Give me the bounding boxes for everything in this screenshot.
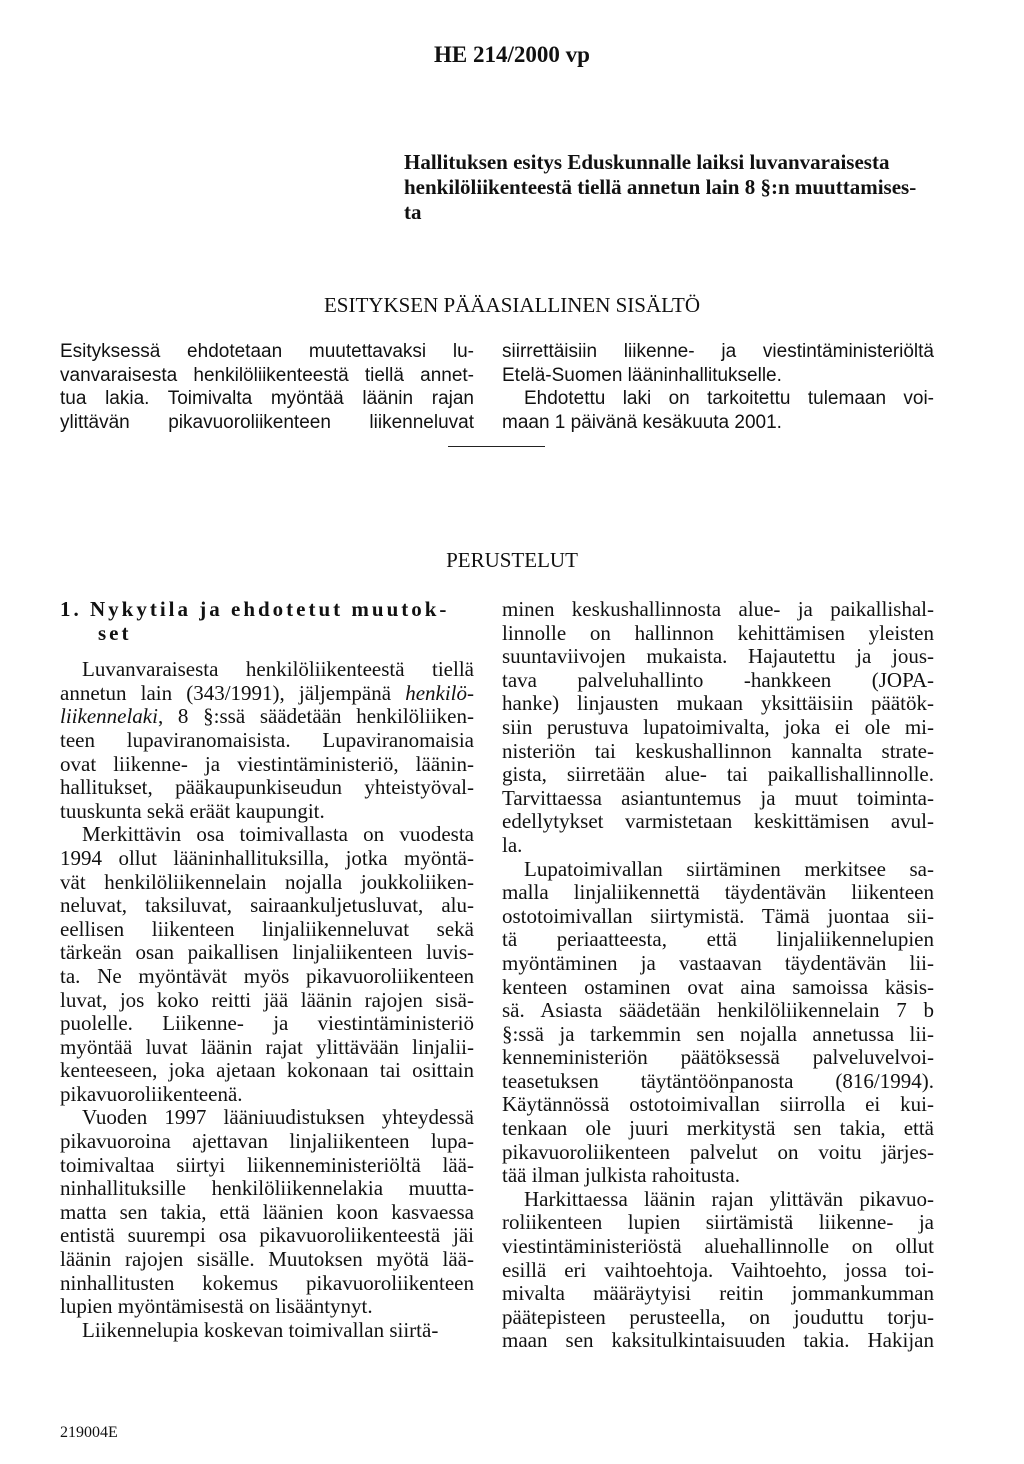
body-line: teen lupaviranomaisista. Lupaviranomaisia	[60, 727, 474, 752]
body-line: ovat liikenne- ja viestintäministeriö, läänin-	[60, 751, 474, 776]
body-line: pikavuoroliikenteenä.	[60, 1081, 243, 1106]
body-line: mivalta määräytyisi reitin jommankumman	[502, 1281, 934, 1306]
body-line: Tarvittaessa asiantuntemus ja muut toiminta-	[502, 785, 934, 810]
body-line: pikavuoroina ajettavan linjaliikenteen lupa-	[60, 1129, 474, 1154]
section-heading-line: set	[98, 620, 132, 645]
body-line: tärkeän osan paikallisen linjaliikenteen luvis-	[60, 940, 474, 965]
title-line: henkilöliikenteestä tiellä annetun lain 8 §:n muuttamises-	[404, 175, 917, 199]
summary-line: siirrettäisiin liikenne- ja viestintäministeriöltä	[502, 341, 934, 362]
footer-code: 219004E	[60, 1424, 118, 1441]
body-line: 1994 ollut lääninhallituksilla, jotka myöntä-	[60, 845, 474, 870]
body-line: liikennelaki, 8 §:ssä säädetään henkilöliiken-	[60, 704, 474, 729]
body-text	[502, 598, 934, 1353]
summary-line: Esityksessä ehdotetaan muutettavaksi lu-	[60, 341, 474, 362]
body-line: suuntaviivojen mukaista. Hajautettu ja jous-	[502, 644, 934, 669]
body-line: §:ssä ja tarkemmin sen nojalla annetussa lii-	[502, 1021, 934, 1046]
body-line: kenteen ostaminen ovat aina samoissa käsis-	[502, 974, 934, 999]
document-title	[404, 150, 944, 225]
body-line: annetun lain (343/1991), jäljempänä henkilö-	[60, 680, 474, 705]
body-line: gista, siirretään alue- tai paikallishallinnolle.	[502, 762, 934, 787]
body-right-column	[502, 598, 934, 1353]
body-line: hallitukset, pääkaupunkiseudun yhteistyöval-	[60, 775, 474, 800]
body-line: myöntäminen ja vastaavan täydentävän lii-	[502, 950, 934, 975]
body-line: pikavuoroliikenteen palvelut on voitu järjes-	[502, 1139, 934, 1164]
body-line: eellisen liikenteen linjaliikenneluvat sekä	[60, 916, 474, 941]
summary-line: maan 1 päivänä kesäkuuta 2001.	[502, 411, 782, 433]
section-divider	[448, 446, 545, 447]
body-line: ninhallituksille henkilöliikennelakia muutta-	[60, 1176, 474, 1201]
summary-line: Ehdotettu laki on tarkoitettu tulemaan voi-	[524, 388, 934, 410]
body-line: luvat, jos koko reitti jää läänin rajojen sisä-	[60, 987, 474, 1012]
body-line: malla linjaliikennettä täydentävän liikenteen	[502, 880, 934, 905]
body-line: minen keskushallinnosta alue- ja paikallishal-	[502, 597, 934, 621]
body-line: roliikenteen lupien siirtämistä liikenne- ja	[502, 1210, 934, 1235]
perustelut-heading: PERUSTELUT	[446, 548, 578, 572]
body-line: Merkittävin osa toimivallasta on vuodesta	[82, 822, 474, 847]
body-line: entistä suurempi osa pikavuoroliikenteestä jäi	[60, 1223, 474, 1248]
body-text	[60, 658, 474, 1342]
section-heading-line: 1. Nykytila ja ehdotetut muutok-	[60, 597, 450, 621]
body-line: kenteeseen, joka ajetaan kokonaan tai osittain	[60, 1058, 474, 1083]
body-line: Luvanvaraisesta henkilöliikenteestä tiellä	[82, 657, 474, 682]
summary-line: vanvaraisesta henkilöliikenteestä tiellä annet-	[60, 364, 474, 386]
body-line: teasetuksen täytäntöönpanosta (816/1994).	[502, 1068, 934, 1093]
body-line: nisteriön tai keskushallinnon kannalta strate-	[502, 738, 934, 763]
body-line: matta sen takia, että läänien koon kasvaessa	[60, 1199, 474, 1224]
body-line: kenneministeriön päätöksessä palveluvelvoi-	[502, 1045, 934, 1070]
body-line: Vuoden 1997 lääniuudistuksen yhteydessä	[82, 1105, 474, 1130]
body-line: tenkaan ole juuri merkitystä sen takia, että	[502, 1116, 934, 1141]
body-line: viestintäministeriöstä aluehallinnolle on ollut	[502, 1234, 934, 1259]
body-line: päätepisteen perusteella, on jouduttu torju-	[502, 1304, 934, 1329]
body-line: ta. Ne myöntävät myös pikavuoroliikenteen	[60, 963, 474, 988]
body-line: vät henkilöliikennelain nojalla joukkoliiken-	[60, 869, 474, 894]
body-line: esillä eri vaihtoehtoja. Vaihtoehto, jossa toi-	[502, 1257, 934, 1282]
body-line: Harkittaessa läänin rajan ylittävän pikavuo-	[524, 1186, 934, 1211]
body-line: Liikennelupia koskevan toimivallan siirtä-	[82, 1317, 439, 1342]
summary-heading: ESITYKSEN PÄÄASIALLINEN SISÄLTÖ	[323, 293, 701, 317]
title-line: ta	[404, 200, 422, 224]
body-line: hanke) linjausten mukaan yksittäisiin päätök-	[502, 691, 934, 716]
summary-right-column	[502, 340, 934, 434]
body-line: Lupatoimivallan siirtäminen merkitsee sa-	[524, 856, 934, 881]
body-line: lupien myöntämisestä on lisääntynyt.	[60, 1294, 373, 1319]
body-line: tää ilman julkista rahoitusta.	[502, 1163, 740, 1188]
body-left-column	[60, 598, 474, 1342]
body-line: linnolle on hallinnon kehittämisen yleisten	[502, 620, 934, 645]
body-line: siin perustuva lupatoimivalta, joka ei ole mi-	[502, 714, 934, 739]
body-line: edellytykset varmistetaan keskittämisen avul-	[502, 809, 934, 834]
summary-line: ylittävän pikavuoroliikenteen liikenneluvat	[60, 411, 474, 433]
body-line: tava palveluhallinto -hankkeen (JOPA-	[502, 667, 934, 692]
body-line: maan sen kaksitulkintaisuuden takia. Hakijan	[502, 1328, 934, 1353]
body-line: läänin rajojen sisälle. Muutoksen myötä lää-	[60, 1247, 474, 1272]
body-line: ostotoimivallan siirtymistä. Tämä juontaa sii-	[502, 903, 934, 928]
body-line: myöntää luvat läänin rajat ylittävään linjalii-	[60, 1034, 474, 1059]
body-line: toimivaltaa siirtyi liikenneministeriöltä lää-	[60, 1152, 474, 1177]
section-heading	[60, 598, 474, 645]
summary-line: Etelä-Suomen lääninhallitukselle.	[502, 364, 782, 386]
body-line: la.	[502, 832, 523, 857]
body-line: sä. Asiasta säädetään henkilöliikennelain 7 b	[502, 998, 934, 1023]
summary-left-column	[60, 340, 474, 434]
document-number: HE 214/2000 vp	[434, 42, 590, 67]
body-line: tuuskunta sekä eräät kaupungit.	[60, 798, 325, 823]
body-line: puolelle. Liikenne- ja viestintäministeriö	[60, 1011, 474, 1036]
summary-line: tua lakia. Toimivalta myöntää läänin rajan	[60, 388, 474, 410]
body-line: tä periaatteesta, että linjaliikennelupien	[502, 927, 934, 952]
body-line: ninhallitusten kokemus pikavuoroliikenteen	[60, 1270, 474, 1295]
body-line: Käytännössä ostotoimivallan siirrolla ei kui-	[502, 1092, 934, 1117]
body-line: neluvat, taksiluvat, sairaankuljetusluvat, alu-	[60, 893, 474, 918]
title-line: Hallituksen esitys Eduskunnalle laiksi luvanvaraisesta	[404, 150, 890, 174]
